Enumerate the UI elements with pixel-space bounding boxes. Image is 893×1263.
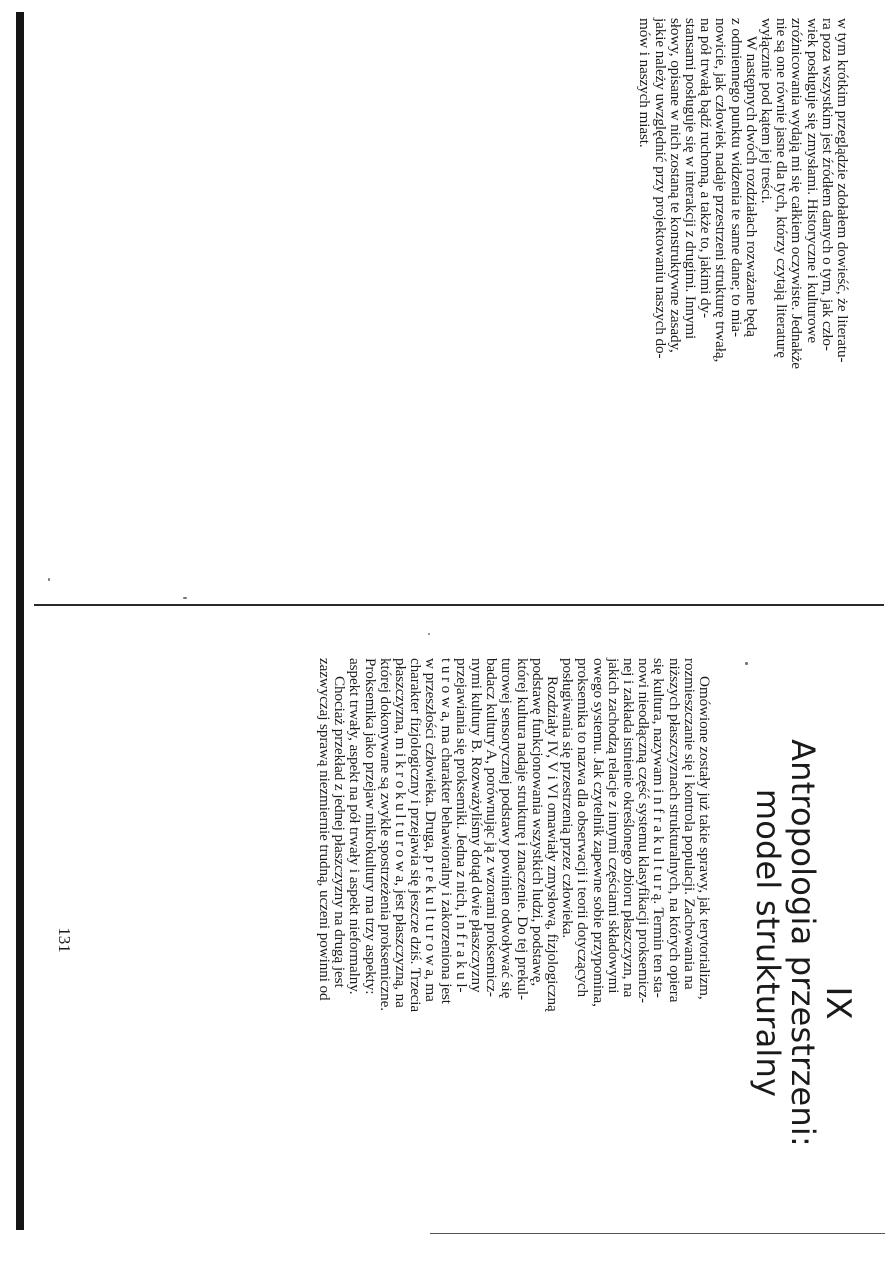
chapter-title-line-2: model strukturalny xyxy=(749,788,787,1098)
scan-speck xyxy=(183,597,187,599)
chapter-title-line-1: Antropologia przestrzeni: xyxy=(784,739,822,1147)
page-fold-line xyxy=(34,604,884,606)
lower-paragraph-1: Omówione zostały już takie sprawy, jak terytorializm, rozmieszczanie się i kontrola populacji. Zachowania na niższych płaszczyznach strukturalnych, na których opiera się kultura, nazywam i n f r a k u l t u r ą. Termin ten sta- nowi nieodłączną część systemu klasyfikacji proksemicz- nej i zakłada istnienie określonego zbioru płaszczyzn, na jakich zachodzą relacje z innymi częściami składowymi owego systemu. Jak czytelnik zapewne sobie przypomina, proksemika to nazwa dla obserwacji i teorii dotyczących posługiwania się przestrzenią przez człowieka. xyxy=(559,658,713,1007)
upper-page-text xyxy=(637,18,850,598)
upper-paragraph-1: w tym krótkim przeglądzie zdołałem dowieść, że literatu- ra poza wszystkim jest źródłem danych o tym, jak czło- wiek posługuje się zmysłami. Historyczne i kulturowe zróżnicowania wydają mi się całkiem oczywiste. Jednakże nie są one równie jasne dla tych, którzy czytają literaturę wyłącznie pod kątem jej treści. xyxy=(757,18,851,369)
page-number: 131 xyxy=(55,927,74,953)
bottom-edge-rule xyxy=(430,1233,885,1234)
lower-paragraph-3: Chociaż przekład z jednej płaszczyzny na drugą jest zazwyczaj sprawą niezmiernie trudną, uczeni powinni od xyxy=(315,658,349,1001)
upper-paragraph-2: W następnych dwóch rozdziałach rozważane będą z odmiennego punktu widzenia te same dane; to mia- nowicie, jak człowiek nadaje przestrzeni strukturę trwałą, na pół trwałą bądź ruchomą, a także to, jakimi dy- stansami posługuje się w interakcji z drugimi. Innymi słowy, opisane w nich zostaną te konstruktywne zasady, jakie należy uwzględnić przy projektowaniu naszych do- mów i naszych miast. xyxy=(636,18,760,363)
scan-speck xyxy=(48,578,50,581)
lower-page-text xyxy=(317,658,856,1228)
book-spine-shadow xyxy=(16,12,24,1230)
scan-speck xyxy=(428,633,430,635)
chapter-heading xyxy=(750,658,856,1228)
lower-paragraph-2: Rozdziały IV, V i VI omawiały zmysłową, fizjologiczną podstawę funkcjonowania wszystkich ludzi, podstawę, której kultura nadaje strukturę i znaczenie. Do tej prekul- turowej sensorycznej podstawy powinien odwoływać się badacz kultury A, porównując ją z wzorami proksemicz- nymi kultury B. Rozważyliśmy dotąd dwie płaszczyzny przejawiania się proksemiki. Jedna z nich, i n f r a k u l- t u r o w a, ma charakter behawioralny i zakorzeniona jest w przeszłości człowieka. Druga, p r e k u l t u r o w a, ma charakter fizjologiczny i przejawia się jeszcze dziś. Trzecia płaszczyzna, m i k r o k u l t u r o w a, jest płaszczyzną, na której dokonywane są zwykle spostrzeżenia proksemiczne. Proksemika jako przejaw mikrokultury ma trzy aspekty: aspekt trwały, aspekt na pół trwały i aspekt nieformalny. xyxy=(346,658,561,1013)
chapter-number: IX xyxy=(818,986,858,1020)
